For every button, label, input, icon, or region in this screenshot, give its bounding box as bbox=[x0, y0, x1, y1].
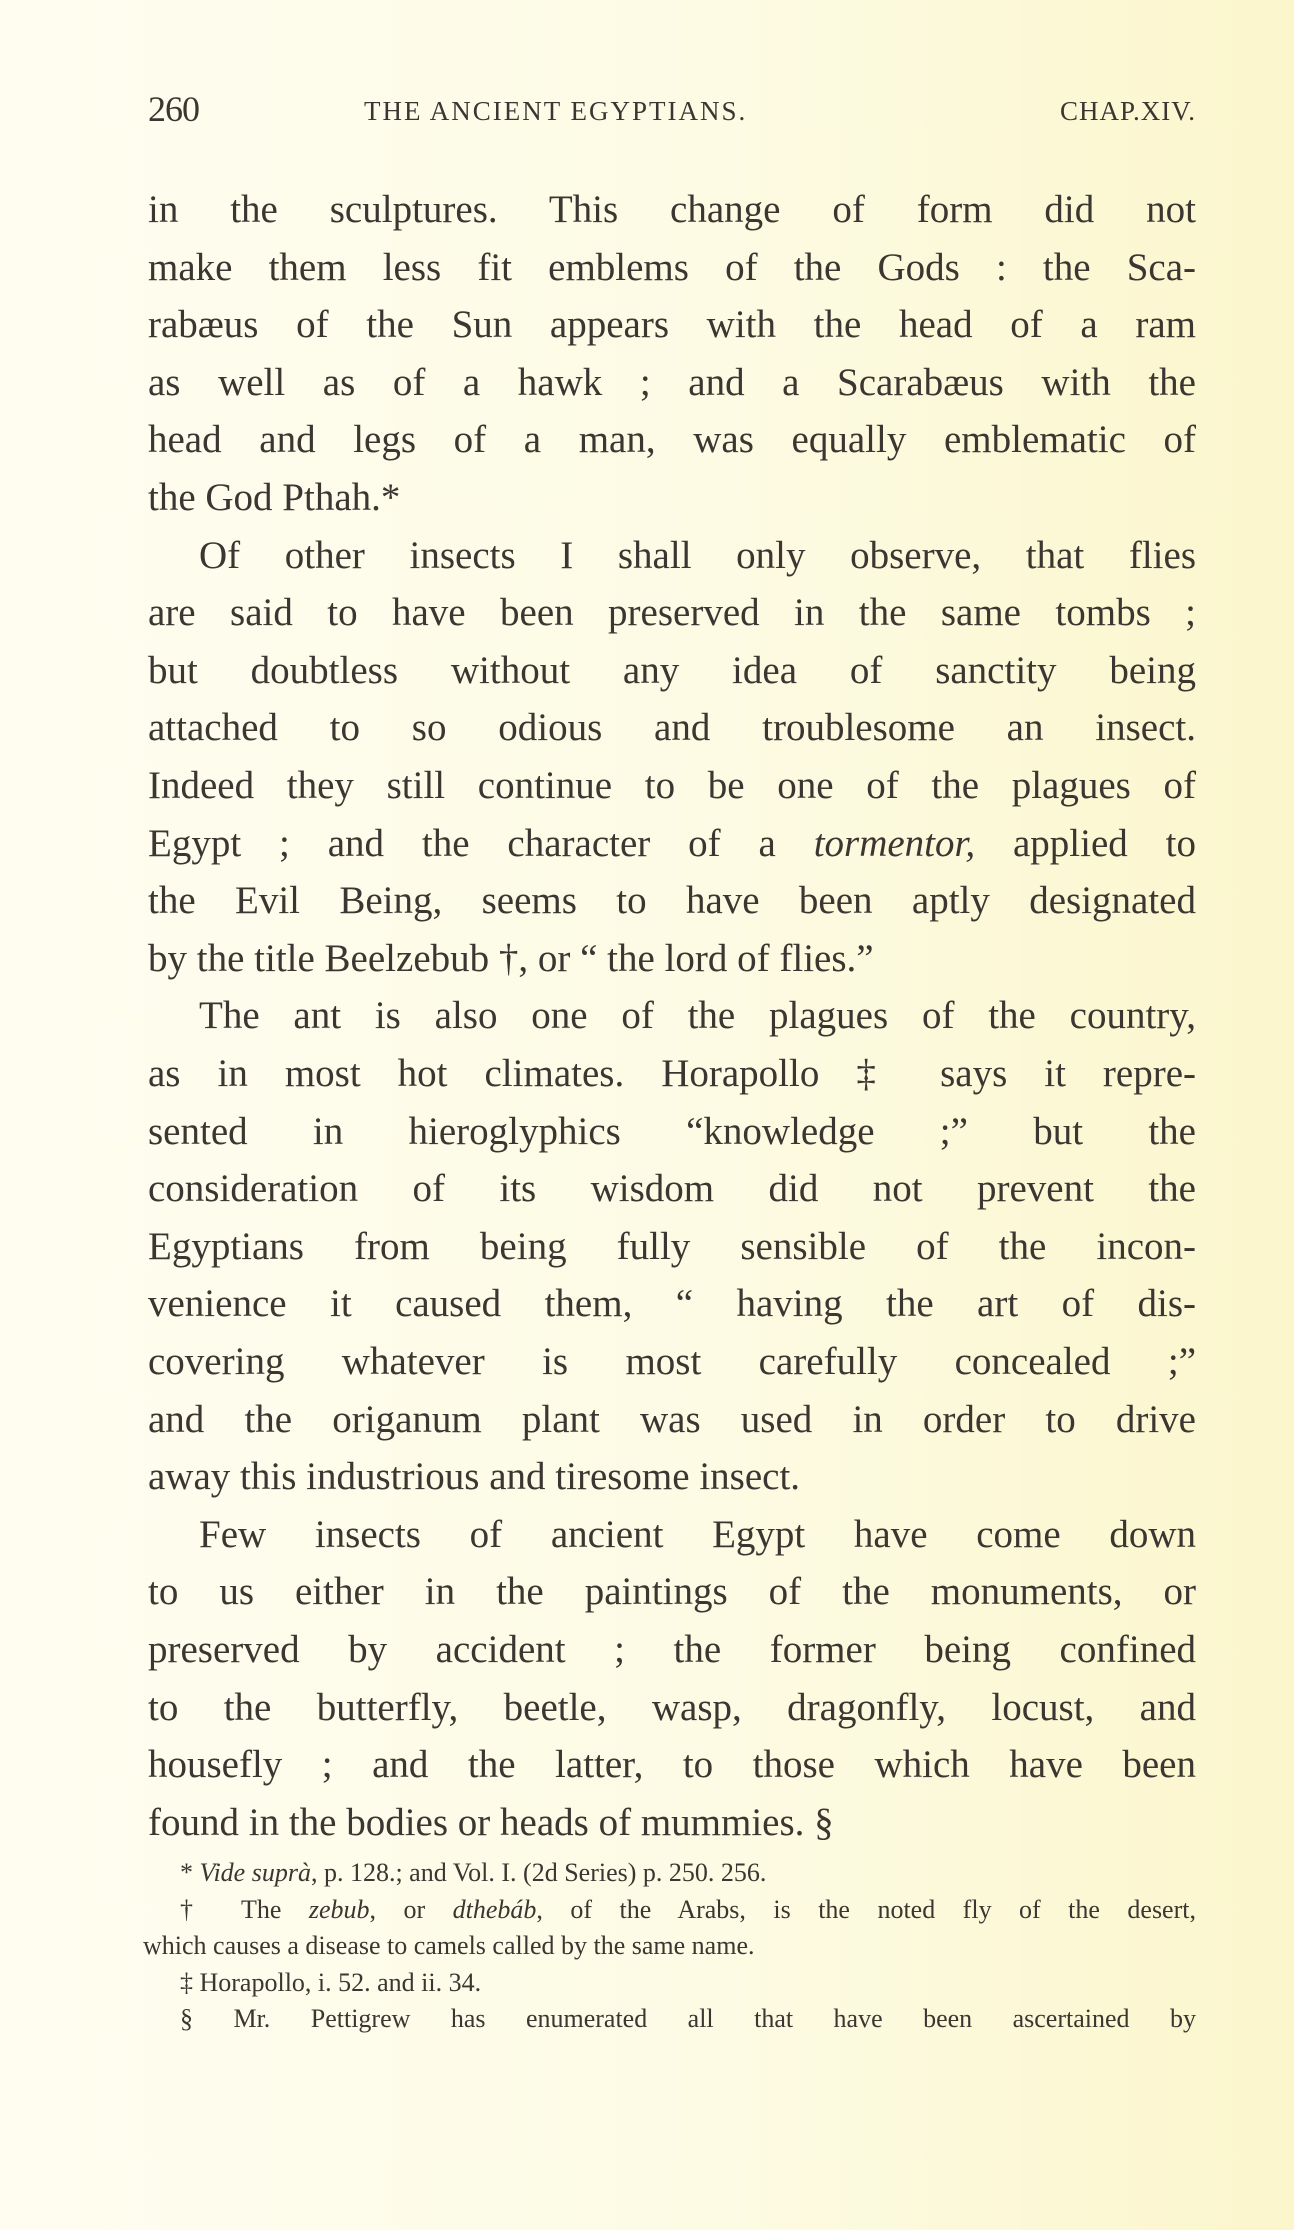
text-line: to us either in the paintings of the monuments, or bbox=[148, 1570, 1196, 1614]
text-line: sented in hieroglyphics “knowledge ;” but the bbox=[148, 1109, 1196, 1153]
text-line: away this industrious and tiresome insect. bbox=[148, 1455, 801, 1499]
text-line: but doubtless without any idea of sanctity being bbox=[148, 648, 1196, 692]
text-line: preserved by accident ; the former being confined bbox=[148, 1628, 1196, 1671]
text-line: covering whatever is most carefully concealed ;” bbox=[148, 1340, 1196, 1383]
book-title: THE ANCIENT EGYPTIANS. bbox=[364, 96, 748, 126]
footnote-line: § Mr. Pettigrew has enumerated all that have been ascertained by bbox=[180, 2004, 1196, 2033]
italic-text: Vide suprà bbox=[199, 1858, 311, 1887]
text-line: the God Pthah.* bbox=[148, 476, 401, 519]
text-line: Of other insects I shall only observe, that flies bbox=[199, 533, 1196, 577]
text-line: head and legs of a man, was equally emblematic of bbox=[148, 418, 1196, 462]
italic-text: tormentor, bbox=[813, 821, 976, 865]
text-line: venience it caused them, “ having the art of dis- bbox=[148, 1282, 1196, 1326]
text-line: Few insects of ancient Egypt have come down bbox=[199, 1512, 1196, 1556]
text-segment: , of the Arabs, is the noted fly of the desert, bbox=[536, 1894, 1196, 1924]
text-segment: † The bbox=[180, 1894, 309, 1924]
footnote-line: which causes a disease to camels called by the same name. bbox=[143, 1931, 755, 1960]
page-number: 260 bbox=[148, 89, 199, 129]
text-line: rabæus of the Sun appears with the head of a ram bbox=[148, 303, 1196, 347]
text-line: Egyptians from being fully sensible of the incon- bbox=[148, 1224, 1196, 1268]
text-segment: Egypt ; and the character of a bbox=[148, 821, 814, 865]
text-segment: , or bbox=[369, 1894, 453, 1924]
text-line: Indeed they still continue to be one of the plagues of bbox=[148, 764, 1196, 807]
footnote-line: ‡ Horapollo, i. 52. and ii. 34. bbox=[180, 1967, 482, 1997]
text-line bbox=[148, 821, 1196, 867]
chapter-label: CHAP.XIV. bbox=[1059, 96, 1196, 126]
footnote-line bbox=[180, 1857, 1196, 1889]
text-line: housefly ; and the latter, to those which have been bbox=[148, 1743, 1196, 1787]
text-line: The ant is also one of the plagues of the country, bbox=[199, 994, 1196, 1038]
text-line: consideration of its wisdom did not prevent the bbox=[148, 1167, 1196, 1211]
footnote-line bbox=[180, 1894, 1196, 1926]
text-segment: applied to bbox=[975, 821, 1196, 865]
text-line: as in most hot climates. Horapollo ‡ says it repre- bbox=[148, 1052, 1196, 1095]
text-line: attached to so odious and troublesome an insect. bbox=[148, 706, 1196, 750]
text-line: found in the bodies or heads of mummies. § bbox=[148, 1800, 834, 1844]
text-line: as well as of a hawk ; and a Scarabæus with the bbox=[148, 360, 1196, 404]
text-line: are said to have been preserved in the same tombs ; bbox=[148, 591, 1196, 635]
text-segment: , p. 128.; and Vol. I. (2d Series) p. 250. 256. bbox=[310, 1858, 767, 1887]
text-line: and the origanum plant was used in order to drive bbox=[148, 1397, 1196, 1441]
text-line: to the butterfly, beetle, wasp, dragonfly, locust, and bbox=[148, 1685, 1196, 1729]
text-line: in the sculptures. This change of form did not bbox=[148, 188, 1196, 231]
running-header bbox=[148, 88, 1196, 138]
text-segment: * bbox=[180, 1858, 200, 1887]
text-line: by the title Beelzebub †, or “ the lord of flies.” bbox=[148, 936, 874, 980]
italic-text: dthebáb bbox=[452, 1894, 537, 1924]
text-line: the Evil Being, seems to have been aptly designated bbox=[148, 879, 1196, 923]
italic-text: zebub bbox=[308, 1894, 370, 1924]
text-line: make them less fit emblems of the Gods : the Sca- bbox=[148, 245, 1196, 289]
